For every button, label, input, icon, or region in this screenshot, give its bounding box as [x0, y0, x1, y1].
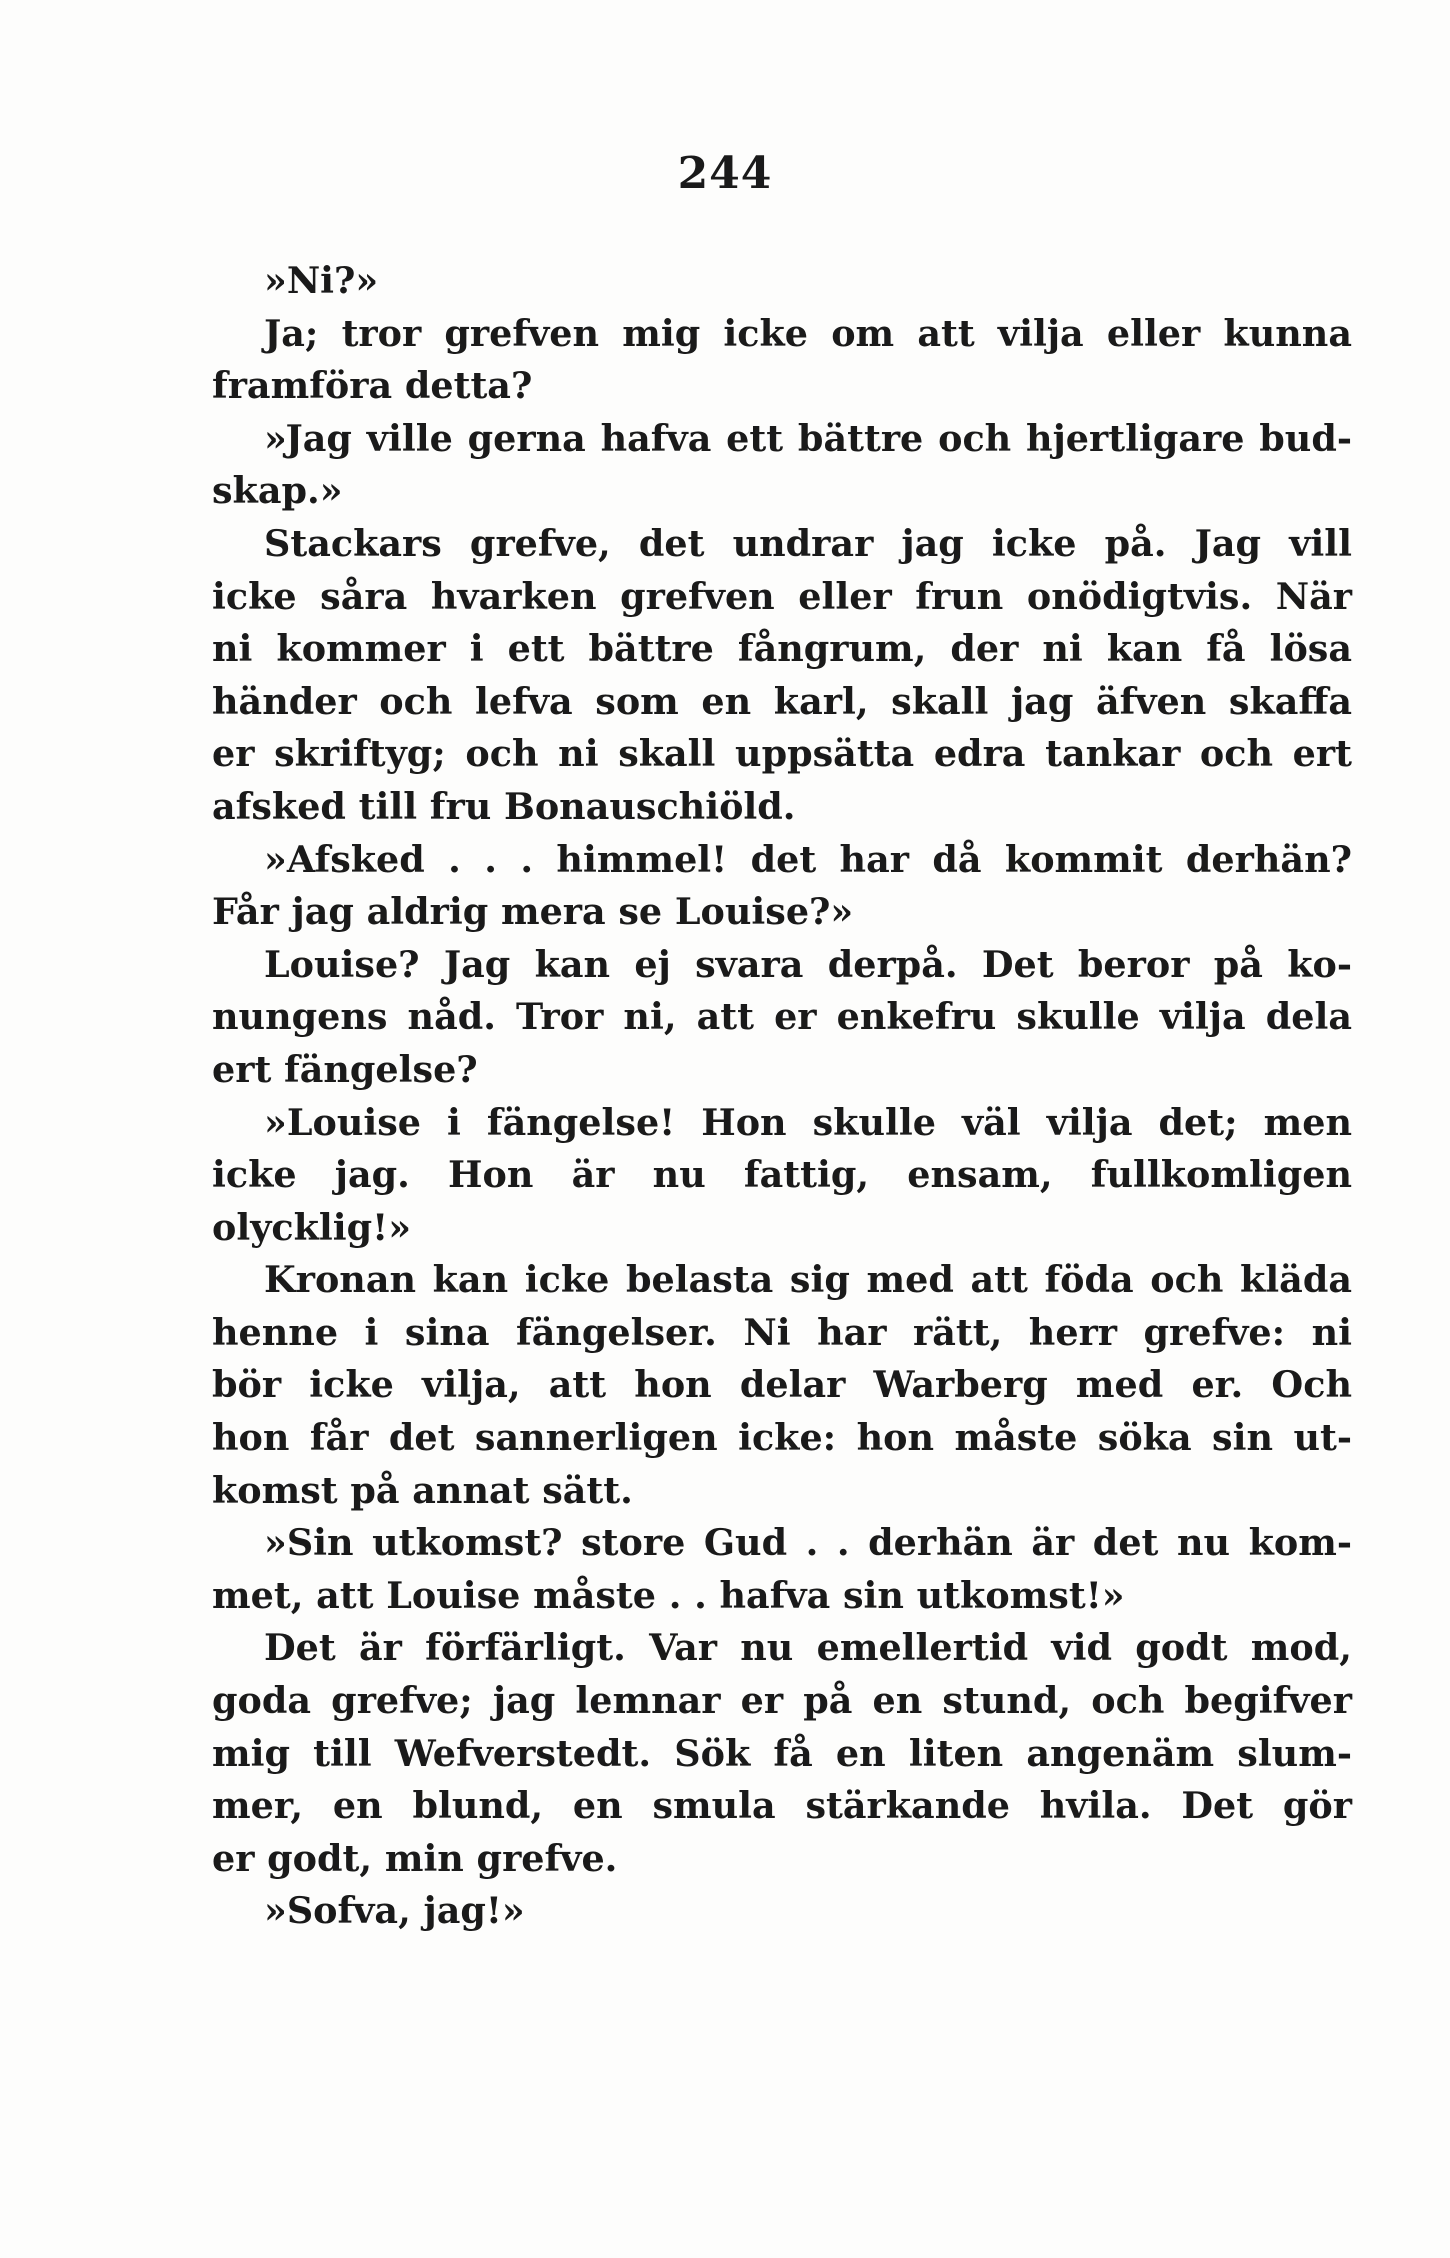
- text-line: hon får det sannerligen icke: hon måste söka sin ut-: [212, 1416, 1352, 1460]
- text-line: er godt, min grefve.: [212, 1836, 618, 1880]
- text-line: »Sofva, jag!»: [264, 1889, 525, 1933]
- body-text: [212, 255, 1352, 1938]
- text-line: mig till Wefverstedt. Sök få en liten angenäm slum-: [212, 1731, 1352, 1775]
- text-line: er skriftyg; och ni skall uppsätta edra tankar och ert: [212, 732, 1352, 776]
- text-line: Det är förfärligt. Var nu emellertid vid godt mod,: [264, 1626, 1352, 1670]
- text-line: nungens nåd. Tror ni, att er enkefru skulle vilja dela: [212, 995, 1352, 1039]
- text-line: »Afsked . . . himmel! det har då kommit derhän?: [264, 837, 1352, 881]
- text-line: icke jag. Hon är nu fattig, ensam, fullkomligen: [212, 1153, 1352, 1197]
- text-line: olycklig!»: [212, 1205, 412, 1249]
- text-line: Louise? Jag kan ej svara derpå. Det beror på ko-: [264, 942, 1352, 986]
- text-line: skap.»: [212, 469, 343, 513]
- text-line: Kronan kan icke belasta sig med att föda och kläda: [264, 1258, 1352, 1302]
- text-line: bör icke vilja, att hon delar Warberg med er. Och: [212, 1363, 1352, 1407]
- page-number: 244: [677, 148, 773, 199]
- text-line: afsked till fru Bonauschiöld.: [212, 784, 796, 828]
- text-line: Stackars grefve, det undrar jag icke på. Jag vill: [264, 521, 1352, 565]
- text-line: icke såra hvarken grefven eller frun onödigtvis. När: [212, 574, 1352, 618]
- text-line: händer och lefva som en karl, skall jag äfven skaffa: [212, 679, 1352, 723]
- text-line: »Sin utkomst? store Gud . . derhän är det nu kom-: [264, 1521, 1352, 1565]
- text-line: »Jag ville gerna hafva ett bättre och hjertligare bud-: [264, 416, 1352, 460]
- text-line: Ja; tror grefven mig icke om att vilja eller kunna: [264, 311, 1352, 355]
- text-line: goda grefve; jag lemnar er på en stund, och begifver: [212, 1679, 1352, 1723]
- text-line: ert fängelse?: [212, 1047, 478, 1091]
- text-line: ni kommer i ett bättre fångrum, der ni kan få lösa: [212, 627, 1352, 671]
- text-line: »Louise i fängelse! Hon skulle väl vilja det; men: [264, 1100, 1352, 1144]
- text-line: henne i sina fängelser. Ni har rätt, herr grefve: ni: [212, 1310, 1352, 1354]
- text-line: met, att Louise måste . . hafva sin utkomst!»: [212, 1573, 1125, 1617]
- text-line: Får jag aldrig mera se Louise?»: [212, 890, 854, 934]
- text-line: komst på annat sätt.: [212, 1468, 633, 1512]
- text-line: mer, en blund, en smula stärkande hvila. Det gör: [212, 1784, 1352, 1828]
- text-line: »Ni?»: [264, 259, 379, 302]
- text-line: framföra detta?: [212, 364, 533, 408]
